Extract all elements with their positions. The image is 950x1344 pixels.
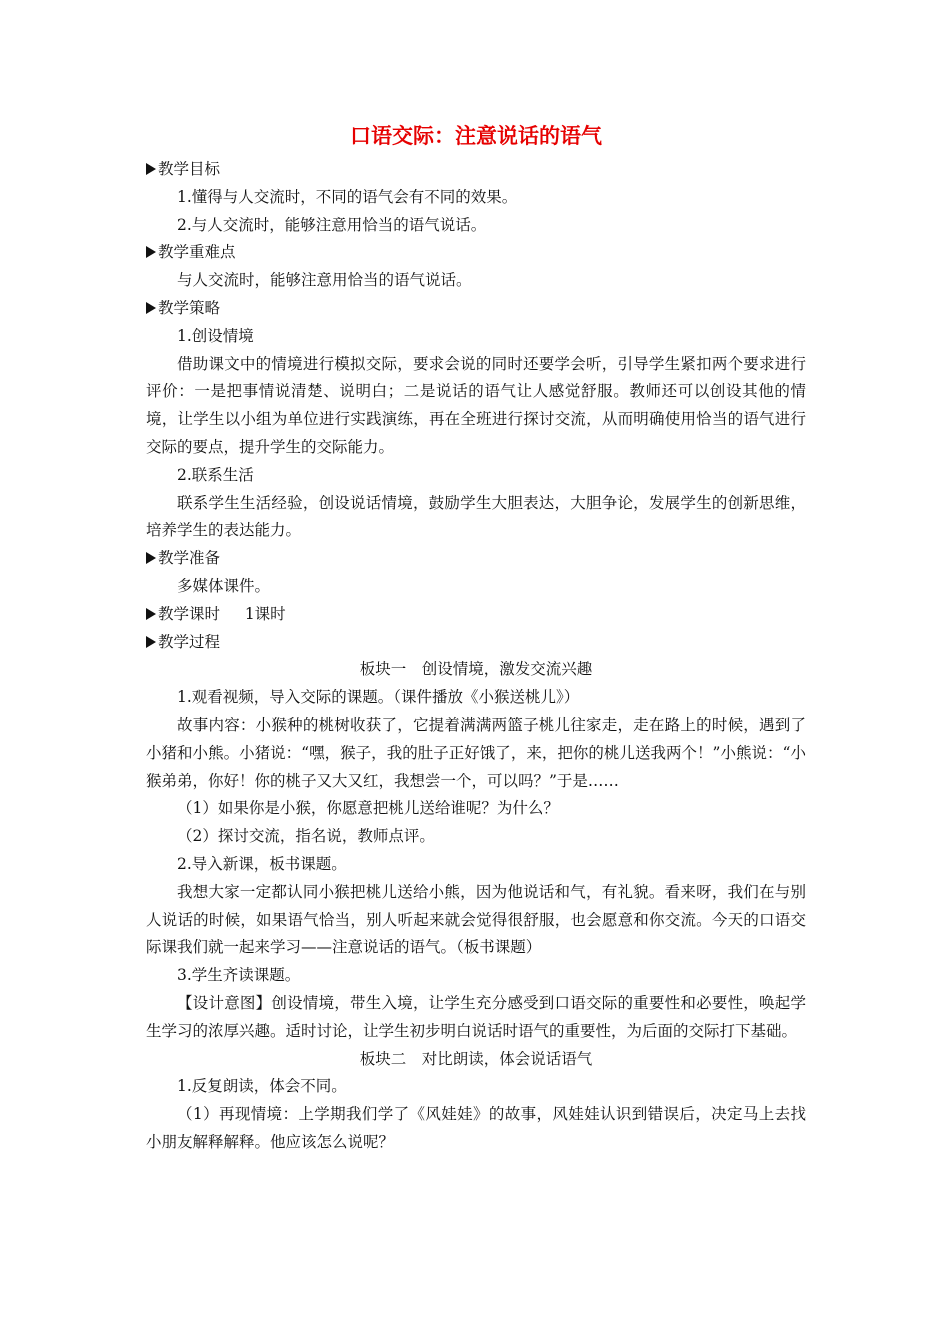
triangle-bullet-icon (146, 636, 156, 648)
hours-value: 1课时 (244, 604, 286, 623)
triangle-bullet-icon (146, 302, 156, 314)
step-text: 3.学生齐读课题。 (177, 966, 301, 985)
goal-item: 2.与人交流时，能够注意用恰当的语气说话。 (177, 215, 487, 234)
document-title: 口语交际：注意说话的语气 (350, 123, 602, 148)
document-page (146, 122, 806, 1157)
section-heading-hours: 教学课时 1课时 (146, 601, 806, 629)
triangle-bullet-icon (146, 163, 156, 175)
step-text: 1.反复朗读，体会不同。 (177, 1077, 347, 1096)
triangle-bullet-icon (146, 608, 156, 620)
section-heading-goals: 教学目标 (146, 156, 806, 184)
block-title: 板块二 对比朗读，体会说话语气 (359, 1049, 593, 1068)
question-paragraph: （1）再现情境：上学期我们学了《风娃娃》的故事，风娃娃认识到错误后，决定马上去找小朋友解释解释。他应该怎么说呢？ (146, 1105, 806, 1151)
story-paragraph: 故事内容：小猴种的桃树收获了，它提着满满两篮子桃儿往家走，走在路上的时候，遇到了小猪和小熊。小猪说：“嘿，猴子，我的肚子正好饿了，来，把你的桃儿送我两个！”小熊说：“小猴弟弟，你好！你的桃子又大又红，我想尝一个，可以吗？”于是…… (146, 715, 806, 790)
section-heading-difficulty: 教学重难点 (146, 239, 806, 267)
step-text: 1.观看视频，导入交际的课题。（课件播放《小猴送桃儿》） (177, 688, 580, 707)
strategy-subtitle: 1.创设情境 (177, 326, 254, 345)
section-heading-strategy: 教学策略 (146, 295, 806, 323)
step-text: 2.导入新课，板书课题。 (177, 854, 347, 873)
difficulty-text: 与人交流时，能够注意用恰当的语气说话。 (177, 271, 472, 290)
strategy-paragraph: 借助课文中的情境进行模拟交际，要求会说的同时还要学会听，引导学生紧扣两个要求进行评价：一是把事情说清楚、说明白；二是说话的语气让人感觉舒服。教师还可以创设其他的情境，让学生以小组为单位进行实践演练，再在全班进行探讨交流，从而明确使用恰当的语气进行交际的要点，提升学生的交际能力。 (146, 354, 806, 456)
design-intent-paragraph: 【设计意图】创设情境，带生入境，让学生充分感受到口语交际的重要性和必要性，唤起学生学习的浓厚兴趣。适时讨论，让学生初步明白说话时语气的重要性，为后面的交际打下基础。 (146, 993, 806, 1040)
strategy-paragraph: 联系学生生活经验，创设说话情境，鼓励学生大胆表达，大胆争论，发展学生的创新思维，培养学生的表达能力。 (146, 493, 806, 540)
goal-item: 1.懂得与人交流时，不同的语气会有不同的效果。 (177, 187, 518, 206)
triangle-bullet-icon (146, 246, 156, 258)
block-title: 板块一 创设情境，激发交流兴趣 (359, 660, 593, 679)
intro-paragraph: 我想大家一定都认同小猴把桃儿送给小熊，因为他说话和气，有礼貌。看来呀，我们在与别人说话的时候，如果语气恰当，别人听起来就会觉得很舒服，也会愿意和你交流。今天的口语交际课我们就一起来学习——注意说话的语气。（板书课题） (146, 882, 806, 957)
prep-text: 多媒体课件。 (177, 576, 271, 595)
question-text: （2）探讨交流，指名说，教师点评。 (177, 827, 435, 846)
question-text: （1）如果你是小猴，你愿意把桃儿送给谁呢？为什么？ (177, 799, 559, 818)
strategy-subtitle: 2.联系生活 (177, 465, 254, 484)
section-heading-prep: 教学准备 (146, 545, 806, 573)
triangle-bullet-icon (146, 552, 156, 564)
section-heading-process: 教学过程 (146, 629, 806, 657)
